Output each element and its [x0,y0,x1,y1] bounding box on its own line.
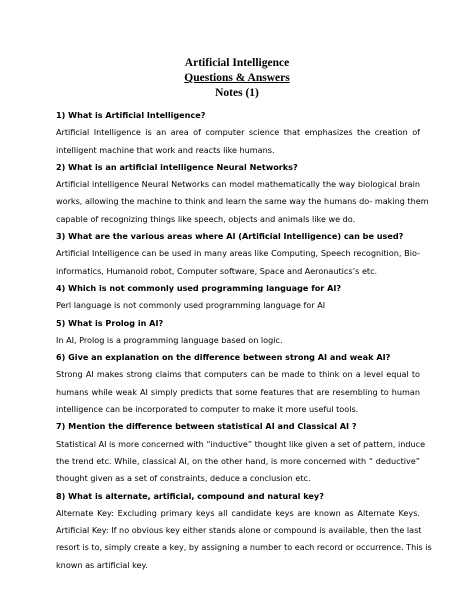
answer-line: Artificial Intelligence can be used in many areas like Computing, Speech recognition, Bio- [56,248,420,259]
answer-paragraph [56,297,420,314]
document-header [0,56,474,101]
answer-line: capable of recognizing things like speech, objects and animals like we do. [56,213,356,224]
answer-line: Perl language is not commonly used programming language for AI [56,300,326,311]
answer-line: known as artificial key. [56,559,148,570]
question-heading: 3) What are the various areas where AI (Artificial Intelligence) can be used? [56,231,404,242]
document-subtitle: Questions & Answers [184,72,290,84]
answer-line: Artificial intelligence Neural Networks can model mathematically the way biological brain [56,179,420,190]
answer-paragraph [56,245,420,280]
answer-line: the trend etc. While, classical AI, on the other hand, is more concerned with “ deductive” [56,455,420,466]
answer-paragraph [56,176,429,228]
answer-line: works, allowing the machine to think and learn the same way the humans do- making them [56,196,429,207]
answer-line: intelligent machine that work and reacts like humans. [56,144,275,155]
answer-line: Alternate Key: Excluding primary keys all candidate keys are known as Alternate Keys. [56,507,420,518]
question-heading: 8) What is alternate, artificial, compound and natural key? [56,490,324,501]
question-heading: 5) What is Prolog in AI? [56,317,164,328]
answer-paragraph [56,332,420,349]
answer-line: In AI, Prolog is a programming language based on logic. [56,334,283,345]
qa-list [56,107,432,574]
answer-line: humans while weak AI simply predicts that some features that are resembling to human [56,386,420,397]
question-heading: 1) What is Artificial Intelligence? [56,110,206,120]
answer-line: thought given as a set of constraints, deduce a conclusion etc. [56,473,311,484]
answer-line: Strong AI makes strong claims that computers can be made to think on a level equal to [56,369,420,380]
answer-paragraph [56,436,426,488]
answer-line: resort is to, simply create a key, by assigning a number to each record or occurrence. This is [56,542,432,553]
answer-line: Artificial Intelligence is an area of computer science that emphasizes the creation of [56,127,420,138]
answer-line: Statistical AI is more concerned with “inductive” thought like given a set of pattern, induce [56,438,426,449]
document-title: Artificial Intelligence [184,57,290,69]
answer-paragraph [56,505,432,574]
question-heading: 7) Mention the difference between statistical AI and Classical AI ? [56,421,357,432]
question-heading: 6) Give an explanation on the difference between strong AI and weak AI? [56,352,391,363]
document-notes-label: Notes (1) [215,87,259,99]
answer-paragraph [56,124,420,159]
answer-line: informatics, Humanoid robot, Computer software, Space and Aeronautics’s etc. [56,265,378,276]
answer-paragraph [56,366,420,418]
question-heading: 2) What is an artificial intelligence Neural Networks? [56,161,298,172]
answer-line: intelligence can be incorporated to computer to make it more useful tools. [56,404,359,415]
answer-line: Artificial Key: If no obvious key either stands alone or compound is available, then the last [56,525,422,536]
question-heading: 4) Which is not commonly used programming language for AI? [56,282,342,293]
